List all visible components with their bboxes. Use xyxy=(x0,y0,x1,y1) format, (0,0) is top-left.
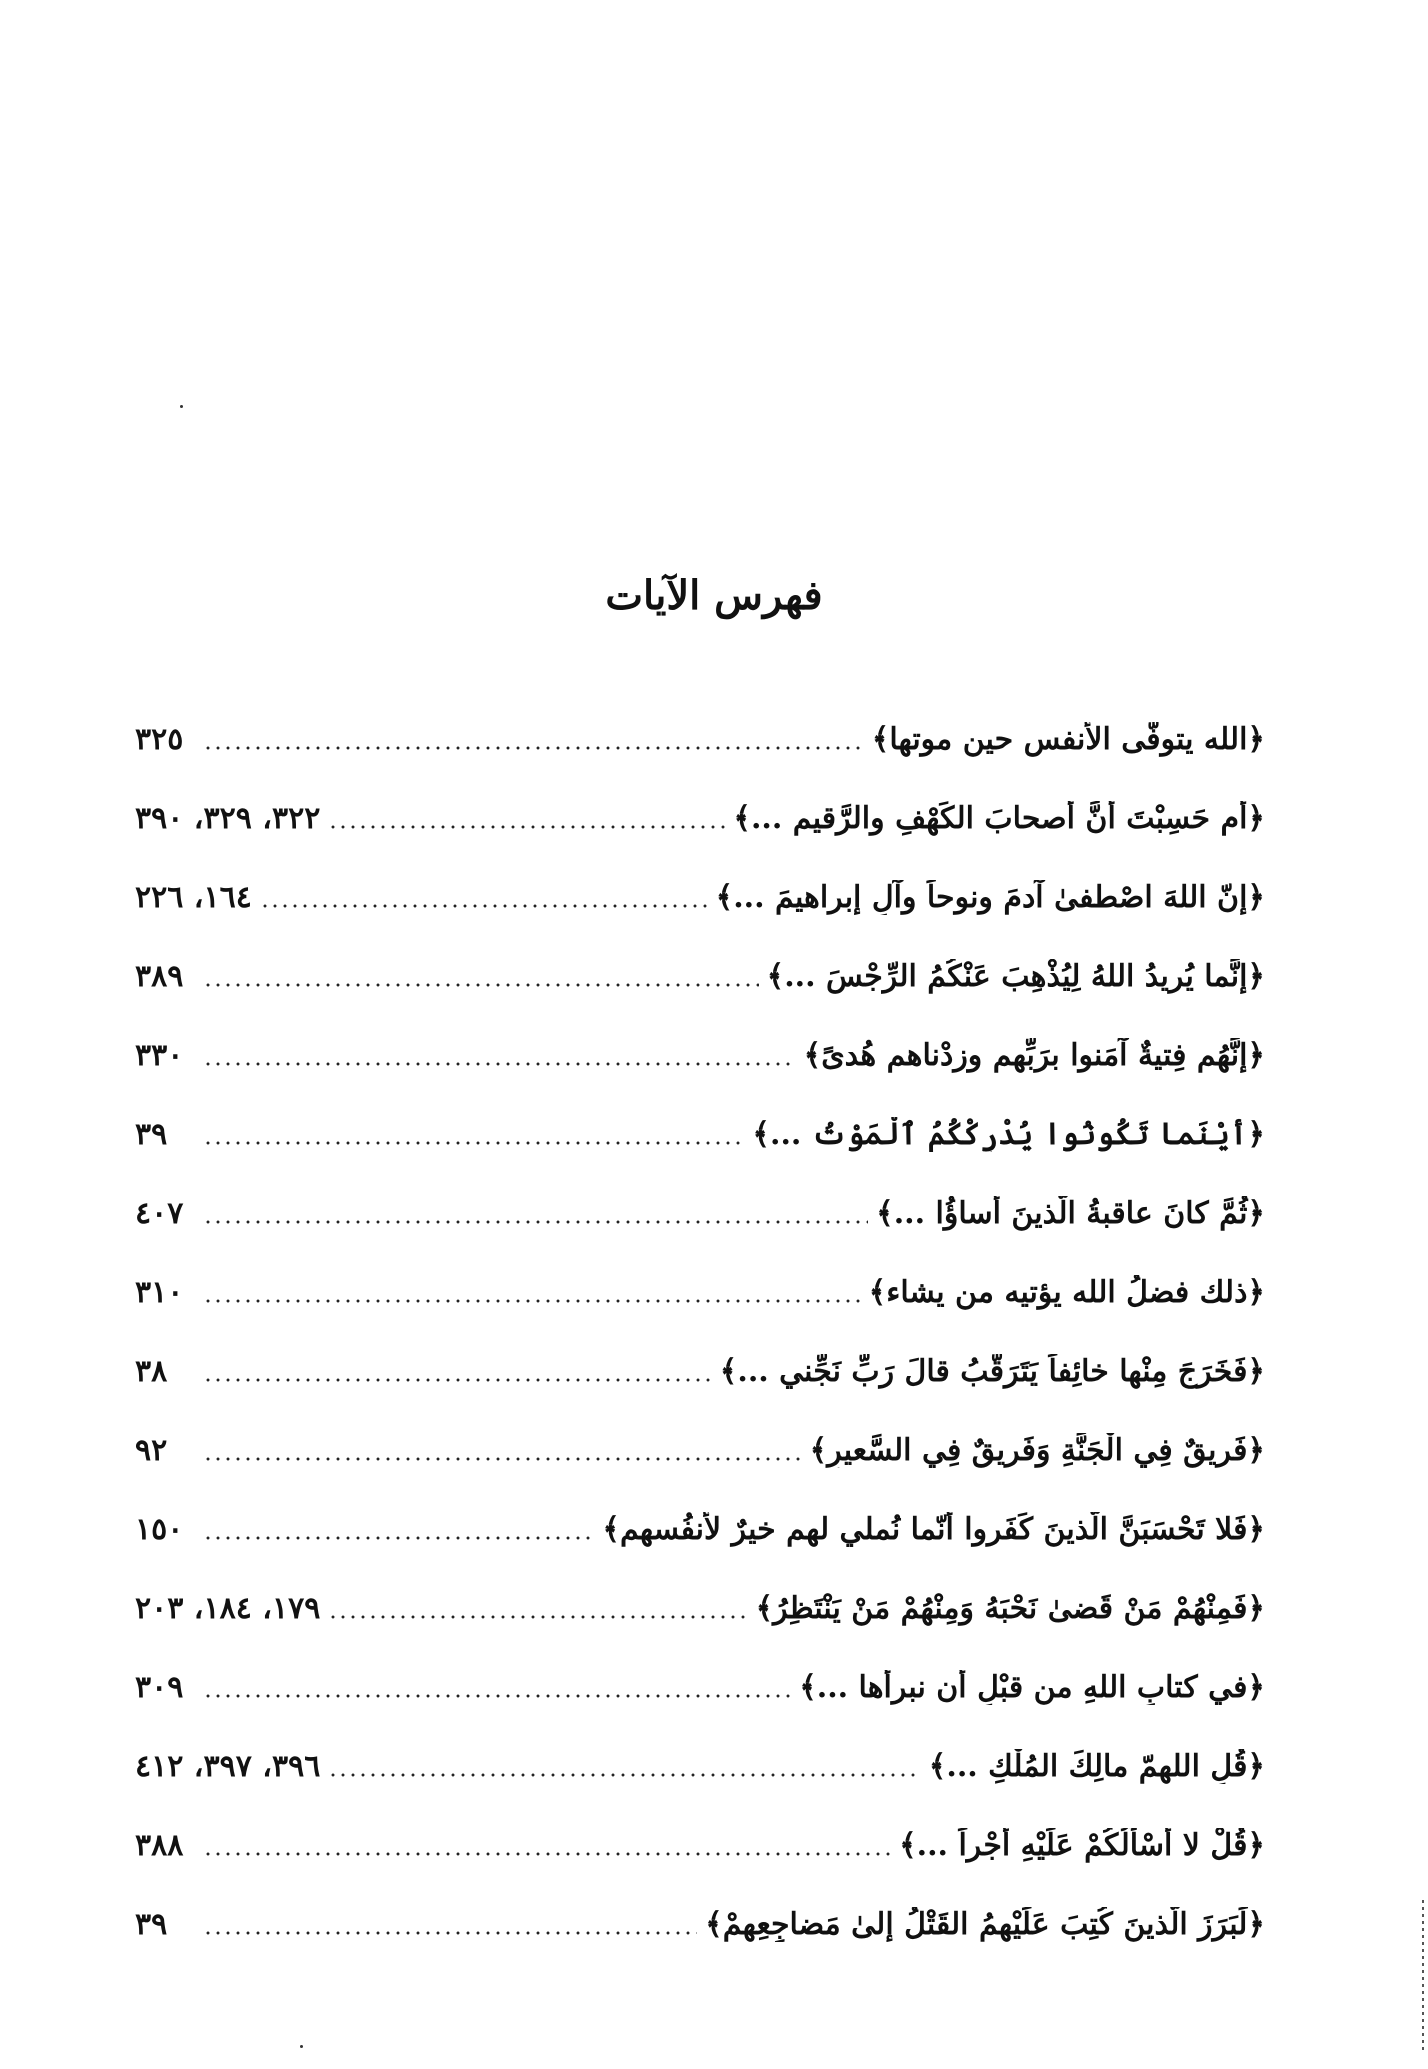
dot-leader xyxy=(203,1852,891,1856)
page-numbers: ٣٠٩ xyxy=(135,1670,184,1705)
dot-leader xyxy=(203,746,864,750)
index-entry xyxy=(135,1490,1265,1569)
index-entry xyxy=(135,1411,1265,1490)
verse-text: ﴿قُلْ لا أسْألُكُمْ عَلَيْهِ أجْراً ...﴾ xyxy=(899,1828,1265,1863)
dot-leader xyxy=(328,825,725,829)
dot-leader xyxy=(203,1457,802,1461)
verse-text: ﴿في كتابِ اللهِ من قبْلِ أن نبرأها ...﴾ xyxy=(799,1670,1265,1705)
index-entry xyxy=(135,1806,1265,1885)
index-entry xyxy=(135,700,1265,779)
verse-text: ﴿أم حَسِبْتَ أنَّ أصحابَ الكَهْفِ والرَّقيمِ ...﴾ xyxy=(733,801,1265,836)
dot-leader xyxy=(203,1062,796,1066)
dot-leader xyxy=(203,1694,791,1698)
verse-text: ﴿إنَّما يُريدُ اللهُ لِيُذْهِبَ عَنْكُمُ الرِّجْسَ ...﴾ xyxy=(766,959,1265,994)
page-numbers: ٣٣٠ xyxy=(135,1038,184,1073)
verse-text: ﴿فَخَرَجَ مِنْها خائِفاً يَتَرَقَّبُ قالَ رَبِّ نَجِّني ...﴾ xyxy=(719,1354,1265,1389)
dot-leader xyxy=(203,1931,697,1935)
dot-leader xyxy=(203,1378,712,1382)
index-entry xyxy=(135,937,1265,1016)
page-numbers: ١٧٩، ١٨٤، ٢٠٣ xyxy=(135,1591,321,1626)
verse-text: ﴿أيْنَما تَكُونُوا يُدْرِكْكُمُ ٱلْمَوْتُ ...﴾ xyxy=(752,1117,1265,1152)
verse-text: ﴿فَمِنْهُمْ مَنْ قَضىٰ نَحْبَهُ وَمِنْهُمْ مَنْ يَنْتَظِرُ﴾ xyxy=(755,1591,1265,1626)
page-numbers: ٣٩ xyxy=(135,1117,168,1152)
verse-index-list xyxy=(135,700,1265,1964)
verse-text: ﴿الله يتوفّى الأنفس حين موتها﴾ xyxy=(871,722,1265,757)
index-entry xyxy=(135,1332,1265,1411)
page-numbers: ٩٢ xyxy=(135,1433,168,1468)
page-numbers: ٤٠٧ xyxy=(135,1196,184,1231)
verse-text: ﴿قُلِ اللهمّ مالِكَ المُلْكِ ...﴾ xyxy=(928,1749,1265,1784)
dot-leader xyxy=(203,1220,868,1224)
index-entry xyxy=(135,858,1265,937)
page-numbers: ١٥٠ xyxy=(135,1512,184,1547)
page-numbers: ١٦٤، ٢٢٦ xyxy=(135,880,252,915)
page-numbers: ٣٢٢، ٣٢٩، ٣٩٠ xyxy=(135,801,321,836)
index-entry xyxy=(135,1095,1265,1174)
dot-leader xyxy=(203,1299,861,1303)
page-edge-artifact xyxy=(1422,1900,1424,2050)
stray-mark xyxy=(300,2045,303,2048)
page-numbers: ٣٨٨ xyxy=(135,1828,184,1863)
index-entry xyxy=(135,1016,1265,1095)
page-numbers: ٣٢٥ xyxy=(135,722,184,757)
index-entry xyxy=(135,779,1265,858)
page-numbers: ٣٩٦، ٣٩٧، ٤١٢ xyxy=(135,1749,321,1784)
verse-text: ﴿ذلك فضلُ الله يؤتيه من يشاء﴾ xyxy=(868,1275,1265,1310)
index-entry xyxy=(135,1727,1265,1806)
verse-text: ﴿لَبَرَزَ الّذينَ كُتِبَ عَلَيْهِمُ القَتْلُ إلىٰ مَضاجِعِهِمْ﴾ xyxy=(705,1907,1265,1942)
page-numbers: ٣٨٩ xyxy=(135,959,184,994)
verse-text: ﴿فَلا تَحْسَبَنَّ الّذينَ كَفَروا أنّما نُملي لهم خيرٌ لأنفُسهم﴾ xyxy=(602,1512,1265,1547)
page-numbers: ٣٩ xyxy=(135,1907,168,1942)
page-numbers: ٣٨ xyxy=(135,1354,168,1389)
index-entry xyxy=(135,1174,1265,1253)
dot-leader xyxy=(203,983,759,987)
verse-text: ﴿إنّ اللهَ اصْطفىٰ آدمَ ونوحاً وآلِ إبراهيمَ ...﴾ xyxy=(715,880,1265,915)
dot-leader xyxy=(203,1536,594,1540)
index-entry xyxy=(135,1648,1265,1727)
verse-text: ﴿إنَّهُم فِتيةٌ آمَنوا برَبِّهم وزدْناهم هُدىً﴾ xyxy=(803,1038,1265,1073)
dot-leader xyxy=(328,1615,747,1619)
index-entry xyxy=(135,1885,1265,1964)
page-numbers: ٣١٠ xyxy=(135,1275,184,1310)
dot-leader xyxy=(328,1773,920,1777)
verse-text: ﴿ثُمَّ كانَ عاقبةُ الّذينَ أَساؤُا ...﴾ xyxy=(876,1196,1265,1231)
index-entry xyxy=(135,1253,1265,1332)
dot-leader xyxy=(260,904,708,908)
page-title: فهرس الآيات xyxy=(605,571,823,619)
dot-leader xyxy=(203,1141,744,1145)
stray-mark xyxy=(180,405,183,408)
verse-text: ﴿فَريقٌ فِي الْجَنَّةِ وَفَريقٌ فِي السَّعيرِ﴾ xyxy=(809,1433,1265,1468)
index-entry xyxy=(135,1569,1265,1648)
